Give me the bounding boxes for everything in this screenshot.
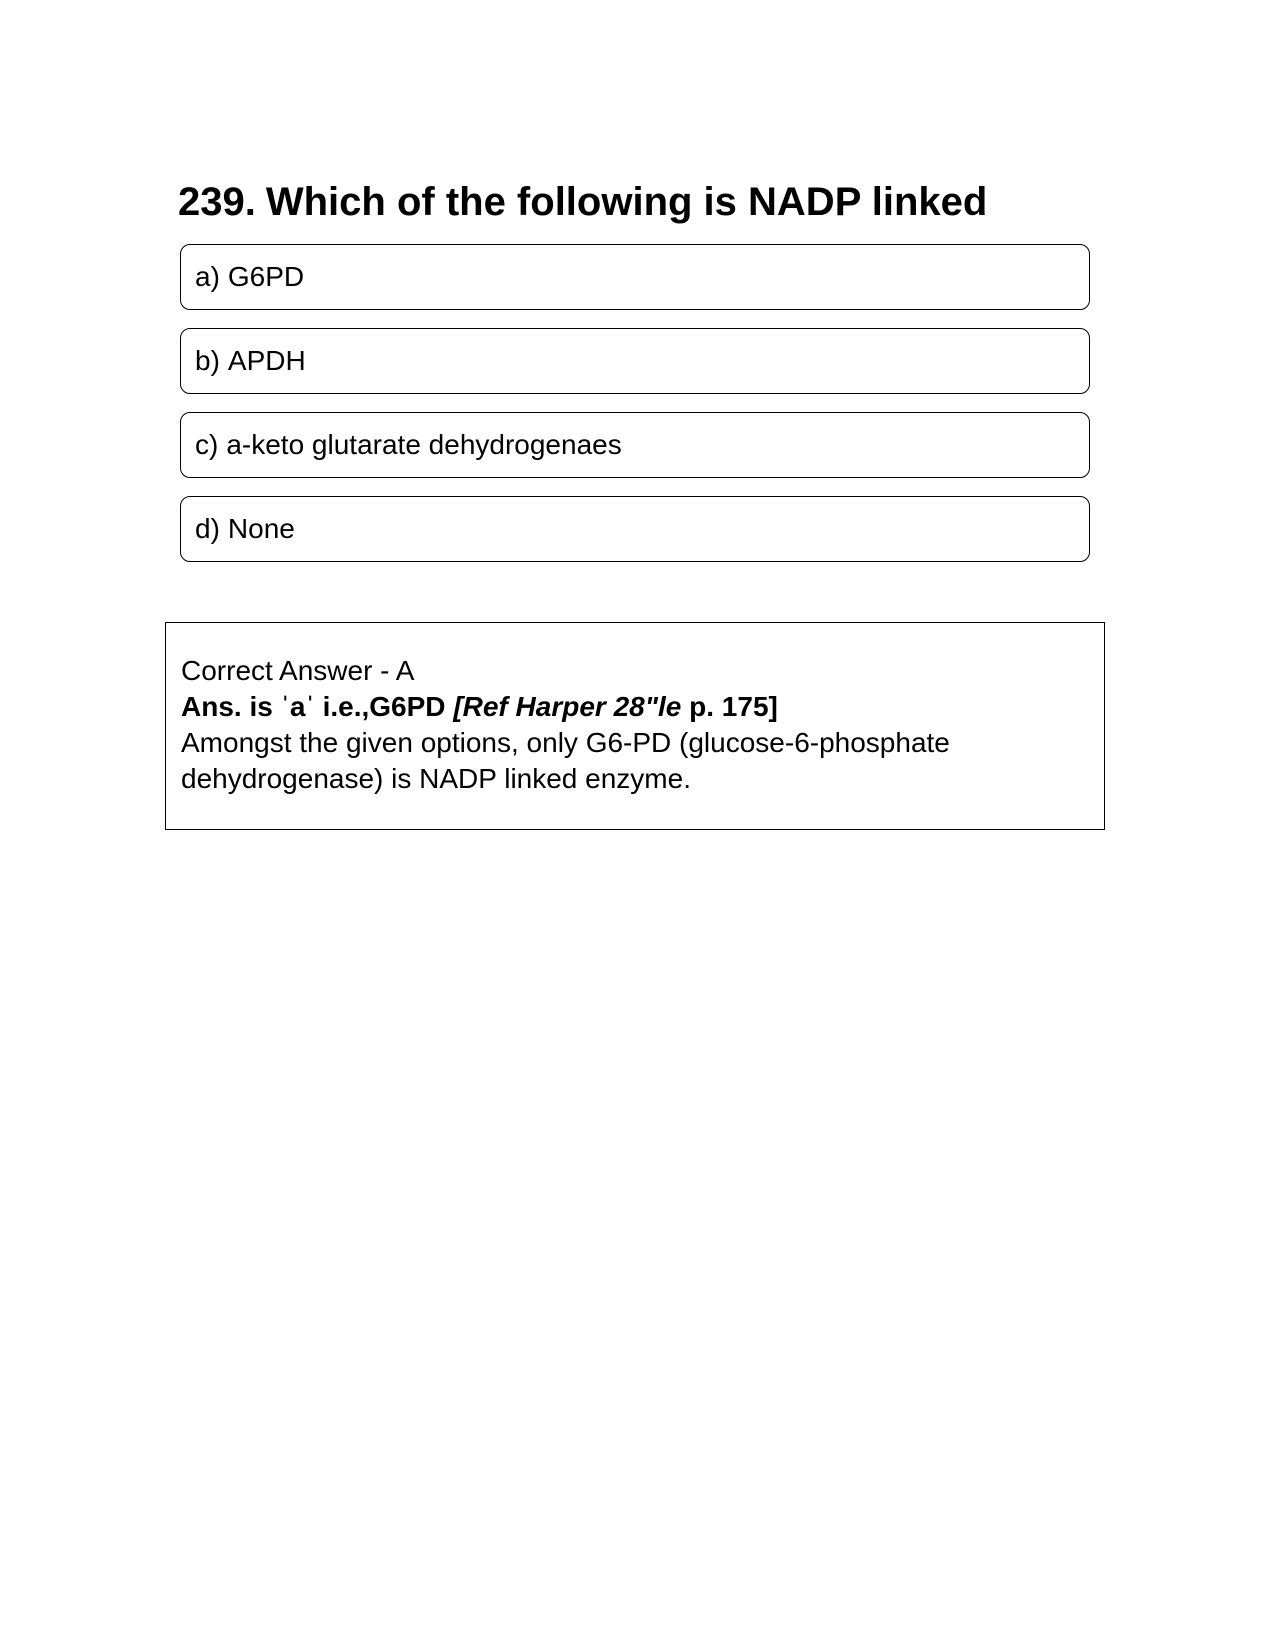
- answer-reference-line: [181, 689, 1089, 725]
- question-title: [178, 178, 987, 226]
- option-text: APDH: [227, 345, 306, 376]
- option-c[interactable]: [180, 412, 1090, 478]
- correct-answer-line: Correct Answer - A: [181, 655, 415, 686]
- option-letter: b): [195, 345, 220, 376]
- option-letter: a): [195, 261, 220, 292]
- question-text: Which of the following is NADP linked: [265, 180, 988, 224]
- reference-title: [Ref Harper 28"le: [453, 691, 682, 722]
- option-b[interactable]: [180, 328, 1090, 394]
- answer-explanation: Amongst the given options, only G6-PD (glucose-6-phosphate dehydrogenase) is NADP linked enzyme.: [181, 727, 950, 794]
- option-a[interactable]: [180, 244, 1090, 310]
- option-text: G6PD: [227, 261, 305, 292]
- option-text: a-keto glutarate dehydrogenaes: [226, 429, 622, 460]
- reference-page: p. 175]: [681, 691, 778, 722]
- answer-box: [165, 622, 1105, 830]
- question-number: 239.: [178, 180, 256, 224]
- option-letter: c): [195, 429, 219, 460]
- option-letter: d): [195, 513, 220, 544]
- option-text: None: [227, 513, 295, 544]
- option-d[interactable]: [180, 496, 1090, 562]
- answer-prefix: Ans. is ˈaˈ i.e.,G6PD: [181, 691, 454, 722]
